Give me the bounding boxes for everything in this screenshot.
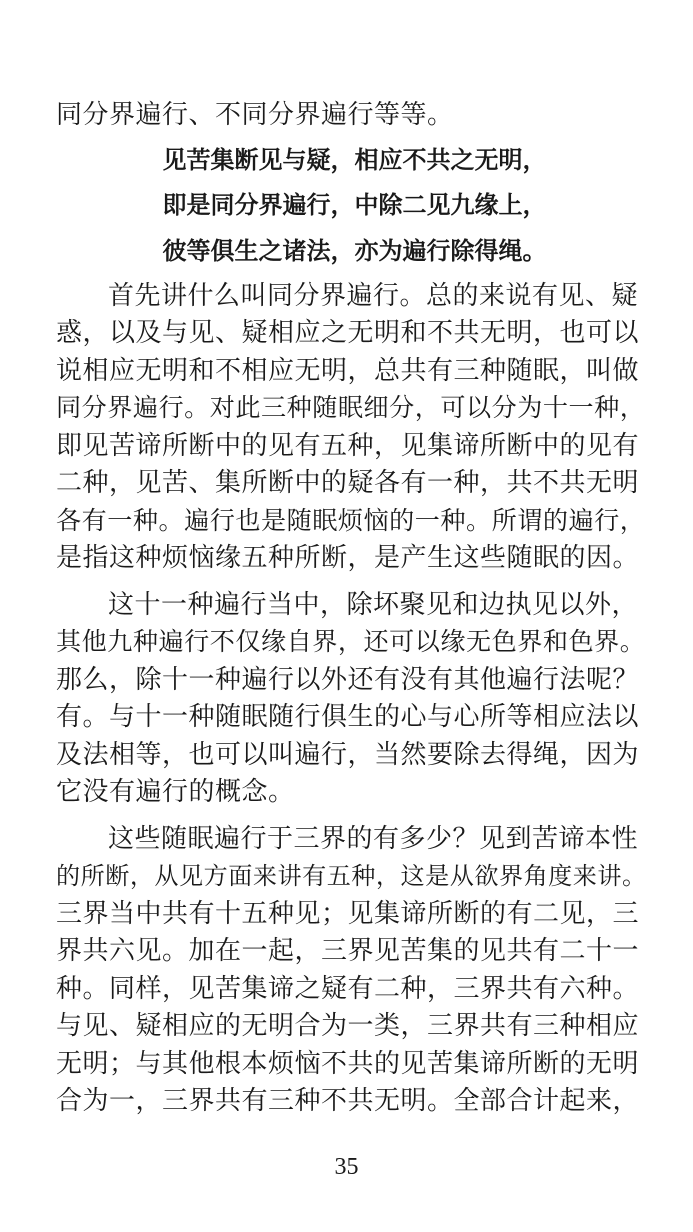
paragraph-3-line-7: 无明；与其他根本烦恼不共的见苦集谛所断的无明 (56, 1049, 640, 1079)
paragraph-2-line-1: 这十一种遍行当中，除坏聚见和边执见以外， (108, 590, 639, 620)
paragraph-1-line-7: 各有一种。遍行也是随眠烦恼的一种。所谓的遍行， (56, 506, 646, 535)
paragraph-3-line-5: 种。同样，见苦集谛之疑有二种，三界共有六种。 (56, 974, 640, 1004)
paragraph-1-line-4: 同分界遍行。对此三种随眠细分，可以分为十一种， (56, 393, 646, 422)
verse-line-2: 即是同分界遍行，中除二见九缘上， (162, 191, 547, 219)
paragraph-3-line-4: 界共六见。加在一起，三界见苦集的见共有二十一 (56, 936, 640, 966)
paragraph-2-line-4: 有。与十一种随眠随行俱生的心与心所等相应法以 (56, 702, 640, 732)
page-number: 35 (334, 1154, 359, 1180)
paragraph-2-line-3: 那么，除十一种遍行以外还有没有其他遍行法呢？ (56, 665, 640, 695)
paragraph-1-line-2: 惑，以及与见、疑相应之无明和不共无明，也可以 (56, 318, 640, 348)
intro-line: 同分界遍行、不同分界遍行等等。 (56, 100, 454, 130)
paragraph-1-line-1: 首先讲什么叫同分界遍行。总的来说有见、疑 (108, 281, 639, 311)
paragraph-1-line-5: 即见苦谛所断中的见有五种，见集谛所断中的见有 (56, 431, 640, 461)
paragraph-2-line-6: 它没有遍行的概念。 (56, 777, 295, 807)
paragraph-1-line-3: 说相应无明和不相应无明，总共有三种随眠，叫做 (56, 356, 640, 386)
paragraph-3-line-1: 这些随眠遍行于三界的有多少？见到苦谛本性 (108, 824, 639, 854)
paragraph-1-line-8: 是指这种烦恼缘五种所断，是产生这些随眠的因。 (56, 543, 640, 573)
paragraph-1-line-6: 二种，见苦、集所断中的疑各有一种，共不共无明 (56, 468, 640, 498)
verse-line-1: 见苦集断见与疑，相应不共之无明， (162, 146, 547, 174)
paragraph-3-line-3: 三界当中共有十五种见；见集谛所断的有二见，三 (56, 899, 640, 929)
paragraph-2-line-2: 其他九种遍行不仅缘自界，还可以缘无色界和色界。 (56, 627, 646, 656)
paragraph-3-line-2: 的所断，从见方面来讲有五种，这是从欲界角度来讲。 (56, 862, 647, 890)
paragraph-2-line-5: 及法相等，也可以叫遍行，当然要除去得绳，因为 (56, 740, 640, 770)
verse-line-3: 彼等俱生之诸法，亦为遍行除得绳。 (162, 237, 547, 265)
paragraph-3-line-6: 与见、疑相应的无明合为一类，三界共有三种相应 (56, 1011, 640, 1041)
paragraph-3-line-8: 合为一，三界共有三种不共无明。全部合计起来， (56, 1086, 640, 1116)
